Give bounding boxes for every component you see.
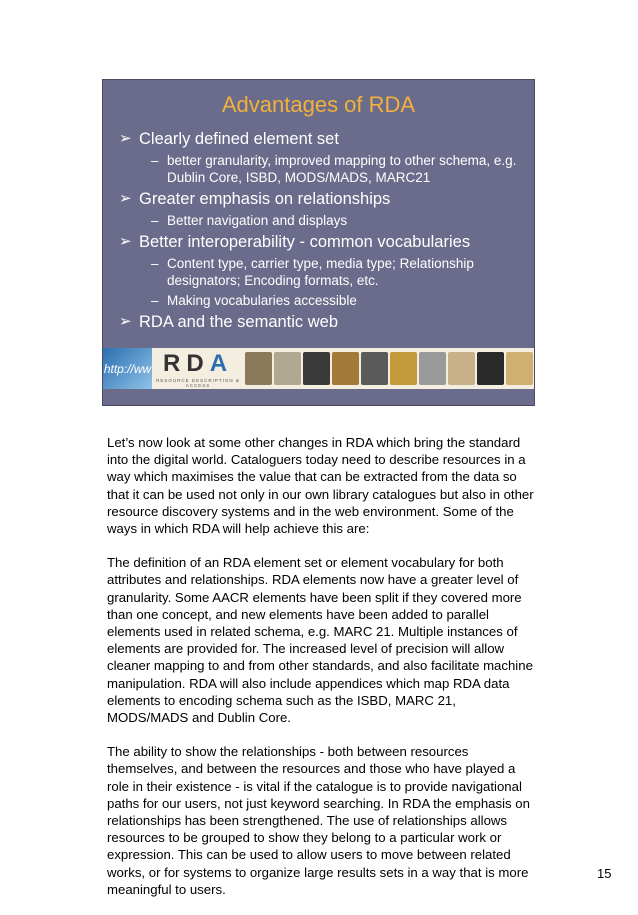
- logo-letter-d: D: [186, 349, 210, 377]
- bullet-text: Greater emphasis on relationships: [139, 190, 391, 208]
- sub-bullet-text: Content type, carrier type, media type; Relationship designators; Encoding formats, etc.: [167, 256, 474, 288]
- arrow-bullet-icon: ➢: [119, 233, 132, 250]
- banner-image-icon: [419, 352, 446, 385]
- notes-paragraph: The ability to show the relationships - both between resources themselves, and between the resources and those who have played a role in their existence - is vital if the catalogue is to provide navigational paths for our users, not just keyword searching. In RDA the emphasis on relationships has been strengthened. The use of relationships allows resources to be grouped to show they belong to a particular work or expression. This can be used to allow users to move between related works, or for systems to organize large results sets in a way that is more meaningful to users.: [107, 744, 530, 897]
- logo-letter-r: R: [163, 349, 187, 377]
- notes-paragraph: The definition of an RDA element set or element vocabulary for both attributes and relationships. RDA elements now have a greater level of granularity. Some AACR elements have been split if they covered more than one concept, and new elements have been added to parallel elements used in related schema, e.g. MARC 21. Multiple instances of elements are provided for. The increased level of precision will allow cleaner mapping to and from other standards, and also facilitate machine manipulation. RDA will also include appendices which map RDA data elements to encoding schema such as the ISBD, MARC 21, MODS/MADS and Dublin Core.: [107, 555, 533, 726]
- rda-logo: [152, 350, 244, 388]
- banner-image-icon: [506, 352, 533, 385]
- bullet-text: Better interoperability - common vocabularies: [139, 233, 471, 251]
- page-number: 15: [597, 866, 612, 881]
- banner-image-icon: [477, 352, 504, 385]
- dash-bullet-icon: –: [151, 213, 159, 228]
- http-graphic: http://ww: [103, 348, 152, 389]
- sub-bullet-text: better granularity, improved mapping to other schema, e.g. Dublin Core, ISBD, MODS/MADS, MARC21: [167, 153, 517, 185]
- slide: [102, 79, 535, 406]
- logo-letter-a: A: [209, 349, 234, 377]
- banner-image-icon: [245, 352, 272, 385]
- bullet-item: [119, 312, 520, 332]
- banner-image-icon: [332, 352, 359, 385]
- arrow-bullet-icon: ➢: [119, 313, 132, 330]
- banner-image-icon: [361, 352, 388, 385]
- dash-bullet-icon: –: [151, 293, 159, 308]
- logo-subtitle: RESOURCE DESCRIPTION & ACCESS: [156, 377, 240, 388]
- dash-bullet-icon: –: [151, 256, 159, 271]
- slide-title: Advantages of RDA: [221, 92, 416, 117]
- banner-image-icon: [303, 352, 330, 385]
- bullet-text: RDA and the semantic web: [139, 313, 339, 331]
- sub-bullet-item: [151, 212, 520, 229]
- arrow-bullet-icon: ➢: [119, 190, 132, 207]
- notes-paragraph: Let’s now look at some other changes in RDA which bring the standard into the digital world. Cataloguers today need to describe resources in a way which maximises the value that can be extracted from the data so that it can be used not only in our own library catalogues but also in other resource discovery systems and in the web environment. Some of the ways in which RDA will help achieve this are:: [107, 435, 534, 537]
- sub-bullet-item: [151, 152, 520, 186]
- slide-bullets: [119, 126, 520, 332]
- bullet-item: [119, 232, 520, 252]
- speaker-notes: [107, 434, 537, 915]
- banner-image-icon: [448, 352, 475, 385]
- sub-bullet-text: Making vocabularies accessible: [167, 293, 357, 308]
- sub-bullet-item: [151, 292, 520, 309]
- banner-image-icon: [390, 352, 417, 385]
- sub-bullet-text: Better navigation and displays: [167, 213, 348, 228]
- bullet-item: [119, 189, 520, 209]
- arrow-bullet-icon: ➢: [119, 130, 132, 147]
- banner-images: [244, 352, 534, 385]
- bullet-item: [119, 129, 520, 149]
- sub-bullet-item: [151, 255, 520, 289]
- dash-bullet-icon: –: [151, 153, 159, 168]
- rda-banner: [103, 348, 534, 389]
- banner-image-icon: [274, 352, 301, 385]
- bullet-text: Clearly defined element set: [139, 130, 339, 148]
